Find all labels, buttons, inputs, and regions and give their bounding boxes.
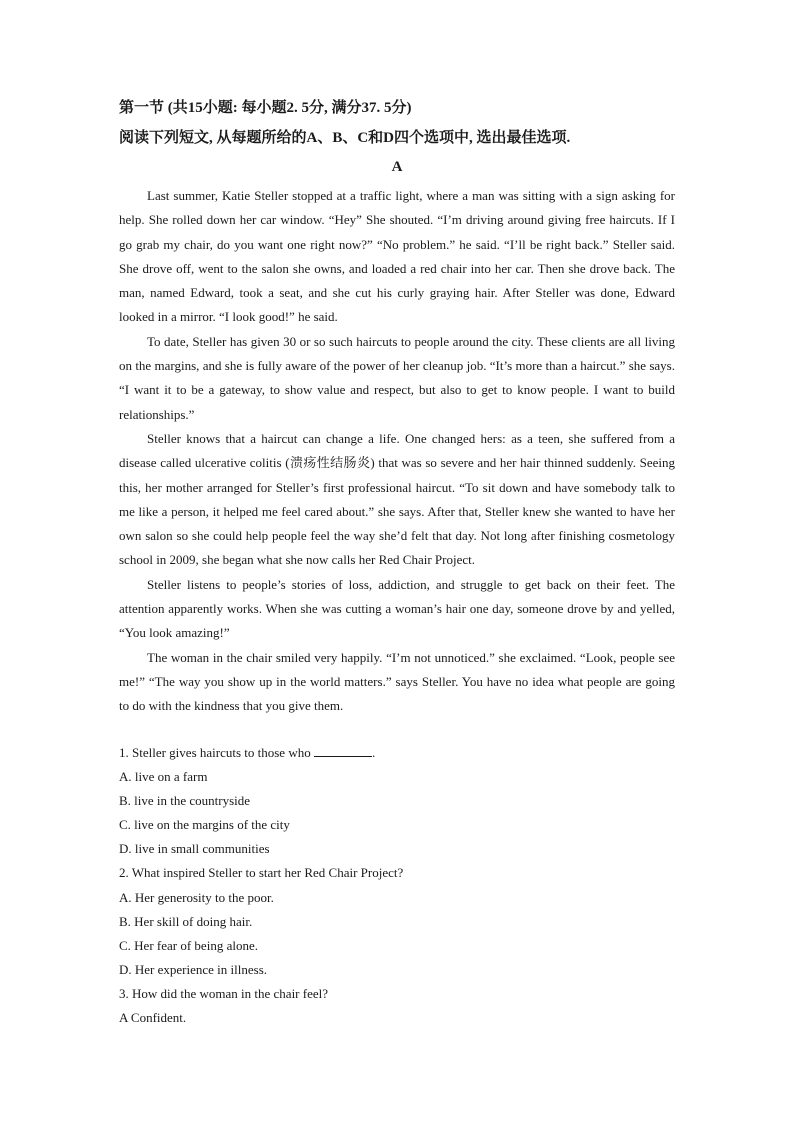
passage-paragraph: The woman in the chair smiled very happily. “I’m not unnoticed.” she exclaimed. “Look, people see me!” “The way you show up in the world matters.” says Steller. You have no idea what people are going to do with the kindness that you give them. — [119, 649, 675, 714]
section-instruction: 阅读下列短文, 从每题所给的A、B、C和D四个选项中, 选出最佳选项. — [119, 130, 571, 146]
question-list — [119, 741, 675, 1030]
question-option: D. live in small communities — [119, 841, 270, 857]
question-stem: 2. What inspired Steller to start her Red Chair Project? — [119, 865, 404, 881]
passage-paragraph: Last summer, Katie Steller stopped at a traffic light, where a man was sitting with a sign asking for help. She rolled down her car window. “Hey” She shouted. “I’m driving around giving free haircuts. If I go grab my chair, do you want one right now?” “No problem.” he said. “I’ll be right back.” Steller said. She drove off, went to the salon she owns, and loaded a red chair into her car. Then she drove back. The man, named Edward, took a seat, and she cut his curly graying hair. After Steller was done, Edward looked in a mirror. “I look good!” he said. — [119, 188, 675, 325]
question-stem-end: . — [371, 745, 376, 760]
question-option: B. live in the countryside — [119, 793, 251, 809]
question-option: D. Her experience in illness. — [119, 961, 268, 977]
passage-paragraph: Steller listens to people’s stories of loss, addiction, and struggle to get back on their feet. The attention apparently works. When she was cutting a woman’s hair one day, someone drove by and yelled, “You look amazing!” — [119, 576, 675, 641]
question-option: A. Her generosity to the poor. — [119, 889, 274, 905]
question-option: C. Her fear of being alone. — [119, 937, 258, 953]
question-option: B. Her skill of doing hair. — [119, 913, 253, 929]
question-option: A Confident. — [119, 1010, 187, 1026]
answer-blank — [314, 742, 372, 757]
passage-paragraph: To date, Steller has given 30 or so such haircuts to people around the city. These clients are all living on the margins, and she is fully aware of the power of her cleanup job. “It’s more than a haircut.” she says. “I want it to be a gateway, to show value and respect, but also to get to know people. I want to build relationships.” — [119, 333, 675, 422]
reading-passage — [119, 184, 675, 719]
section-title: 第一节 (共15小题: 每小题2. 5分, 满分37. 5分) — [119, 100, 412, 116]
question-stem — [119, 741, 675, 765]
passage-label: A — [391, 159, 403, 175]
passage-paragraph: Steller knows that a haircut can change a life. One changed hers: as a teen, she suffered from a disease called ulcerative colitis (溃疡性结肠炎) that was so severe and her hair thinned suddenly. Seeing this, her mother arranged for Steller’s first professional haircut. “To sit down and have somebody talk to me like a person, it helped me feel cared about.” she says. After that, Steller knew she wanted to have her own salon so she could help people feel the way she’d felt that day. Not long after finishing cosmetology school in 2009, she began what she now calls her Red Chair Project. — [119, 430, 675, 568]
question-stem: 3. How did the woman in the chair feel? — [119, 985, 329, 1001]
question-stem-text: 1. Steller gives haircuts to those who — [119, 745, 311, 760]
question-option: A. live on a farm — [119, 769, 208, 785]
question-option: C. live on the margins of the city — [119, 817, 290, 833]
